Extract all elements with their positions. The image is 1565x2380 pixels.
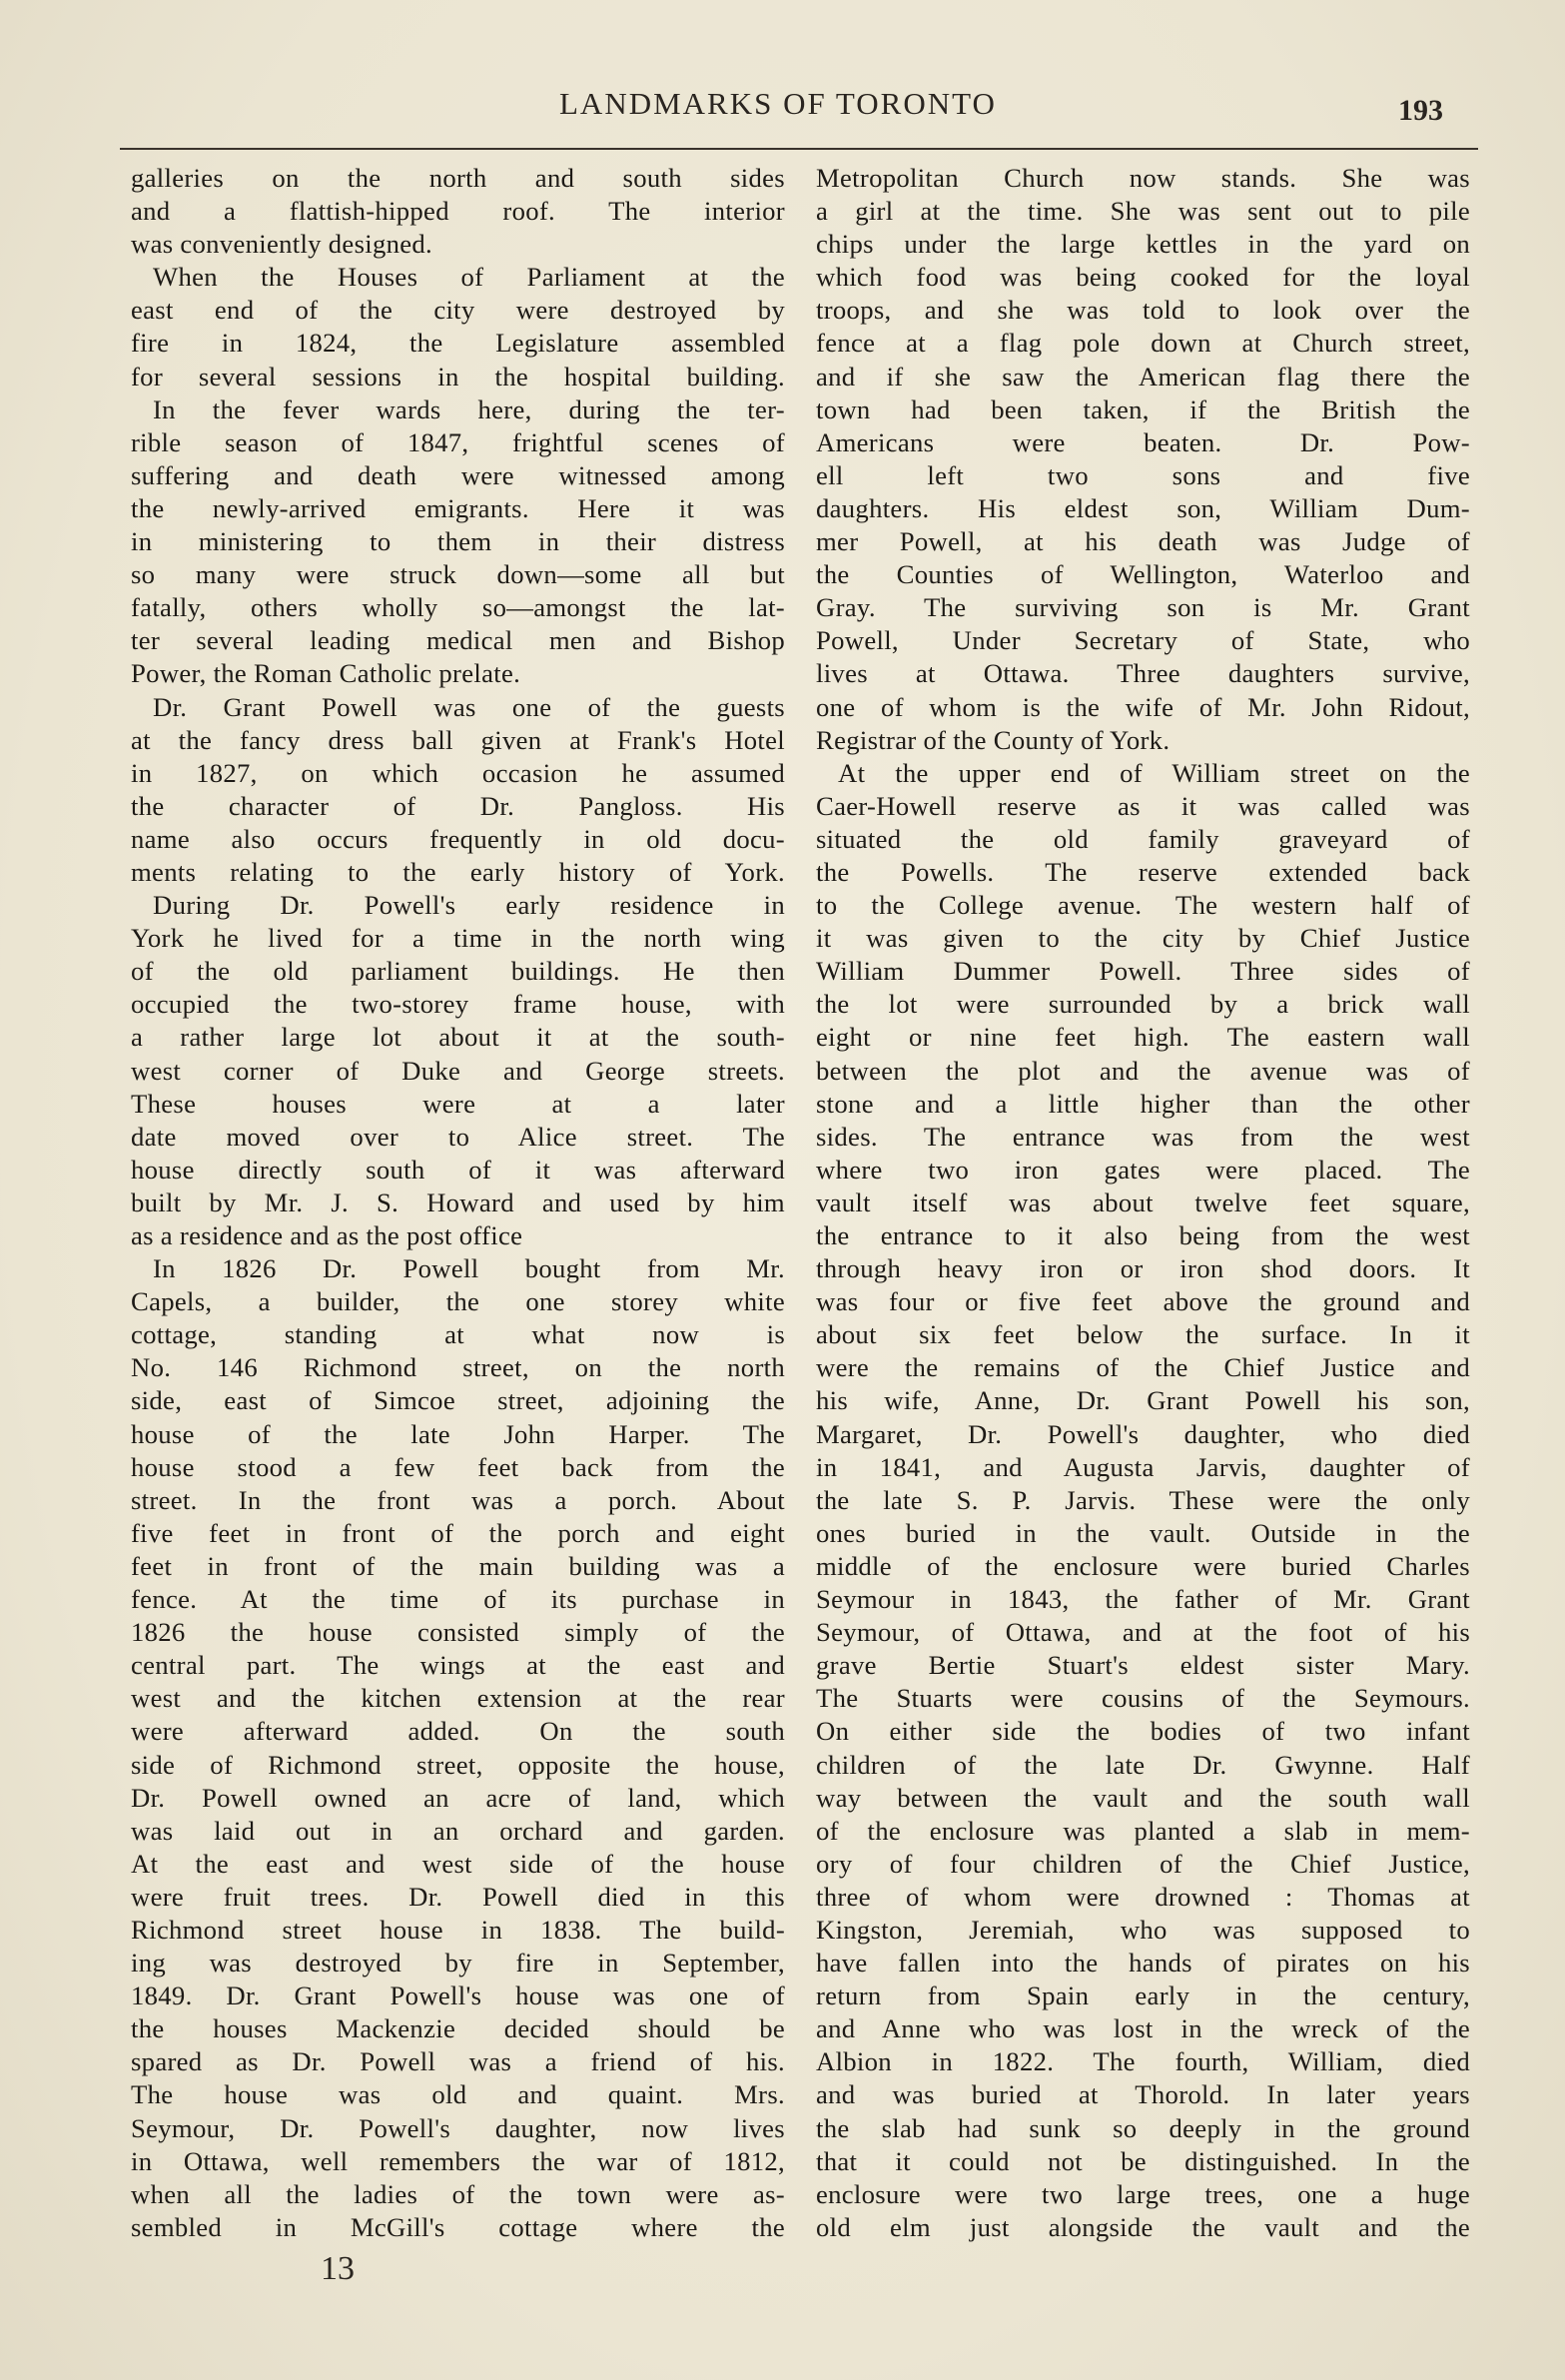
text-line: where two iron gates were placed. The — [816, 1154, 1470, 1185]
text-line: The Stuarts were cousins of the Seymours. — [816, 1683, 1470, 1714]
text-line: ell left two sons and five — [816, 459, 1470, 490]
text-line: stone and a little higher than the other — [816, 1088, 1470, 1119]
text-line: children of the late Dr. Gwynne. Half — [816, 1749, 1470, 1780]
text-line: Power, the Roman Catholic prelate. — [131, 658, 521, 689]
text-line: Registrar of the County of York. — [816, 724, 1171, 755]
text-line: house stood a few feet back from the — [131, 1451, 785, 1482]
text-line: In 1826 Dr. Powell bought from Mr. — [153, 1253, 785, 1284]
running-head — [0, 0, 1565, 160]
text-line: On either side the bodies of two infant — [816, 1716, 1470, 1747]
text-line: fatally, others wholly so—amongst the lat- — [131, 592, 785, 623]
text-line: in ministering to them in their distress — [131, 526, 785, 557]
text-line: side of Richmond street, opposite the house, — [131, 1749, 785, 1780]
text-line: occupied the two-storey frame house, with — [131, 989, 785, 1020]
text-line: street. In the front was a porch. About — [131, 1484, 785, 1515]
text-line: eight or nine feet high. The eastern wall — [816, 1022, 1470, 1053]
text-line: and if she saw the American flag there the — [816, 361, 1470, 392]
text-line: east end of the city were destroyed by — [131, 295, 785, 326]
text-line: York he lived for a time in the north wing — [131, 923, 785, 954]
text-line: In the fever wards here, during the ter- — [153, 394, 785, 424]
text-line: between the plot and the avenue was of — [816, 1055, 1470, 1086]
text-line: central part. The wings at the east and — [131, 1650, 785, 1681]
text-line: the Counties of Wellington, Waterloo and — [816, 559, 1470, 590]
text-line: daughters. His eldest son, William Dum- — [816, 492, 1470, 523]
text-line: in 1841, and Augusta Jarvis, daughter of — [816, 1451, 1470, 1482]
text-line: return from Spain early in the century, — [816, 1981, 1470, 2011]
text-line: cottage, standing at what now is — [131, 1319, 785, 1350]
text-line: the houses Mackenzie decided should be — [131, 2013, 785, 2044]
text-line: the entrance to it also being from the west — [816, 1220, 1470, 1250]
text-line: At the east and west side of the house — [131, 1848, 785, 1879]
text-line: date moved over to Alice street. The — [131, 1121, 785, 1152]
text-line: his wife, Anne, Dr. Grant Powell his son, — [816, 1385, 1470, 1416]
text-line: chips under the large kettles in the yard on — [816, 229, 1470, 260]
text-line: way between the vault and the south wall — [816, 1782, 1470, 1813]
text-line: of the enclosure was planted a slab in mem- — [816, 1815, 1470, 1846]
text-line: of the old parliament buildings. He then — [131, 956, 785, 987]
text-line: mer Powell, at his death was Judge of — [816, 526, 1470, 557]
text-line: grave Bertie Stuart's eldest sister Mary. — [816, 1650, 1470, 1681]
text-line: the character of Dr. Pangloss. His — [131, 790, 785, 821]
text-line: fence at a flag pole down at Church street, — [816, 328, 1470, 359]
text-line: Americans were beaten. Dr. Pow- — [816, 426, 1470, 457]
text-line: Metropolitan Church now stands. She was — [816, 163, 1470, 193]
text-line: to the College avenue. The western half of — [816, 890, 1470, 921]
text-line: galleries on the north and south sides — [131, 163, 785, 193]
text-line: middle of the enclosure were buried Charles — [816, 1550, 1470, 1581]
text-line: ing was destroyed by fire in September, — [131, 1948, 785, 1979]
text-line: enclosure were two large trees, one a huge — [816, 2178, 1470, 2209]
text-line: for several sessions in the hospital building. — [131, 361, 785, 392]
left-column — [131, 162, 785, 2242]
text-line: a girl at the time. She was sent out to pile — [816, 196, 1470, 227]
text-line: in Ottawa, well remembers the war of 1812, — [131, 2145, 785, 2176]
text-line: town had been taken, if the British the — [816, 394, 1470, 424]
signature-folio: 13 — [321, 2250, 355, 2287]
text-line: west corner of Duke and George streets. — [131, 1055, 785, 1086]
text-line: ments relating to the early history of York. — [131, 856, 785, 887]
text-line: one of whom is the wife of Mr. John Ridout, — [816, 691, 1470, 722]
text-line: five feet in front of the porch and eight — [131, 1517, 785, 1548]
text-line: the newly-arrived emigrants. Here it was — [131, 492, 785, 523]
text-line: were the remains of the Chief Justice and — [816, 1352, 1470, 1383]
text-line: spared as Dr. Powell was a friend of his. — [131, 2046, 785, 2077]
text-line: 1849. Dr. Grant Powell's house was one of — [131, 1981, 785, 2011]
text-line: in 1827, on which occasion he assumed — [131, 757, 785, 788]
text-line: Seymour, of Ottawa, and at the foot of his — [816, 1617, 1470, 1648]
text-line: and Anne who was lost in the wreck of the — [816, 2013, 1470, 2044]
text-line: feet in front of the main building was a — [131, 1550, 785, 1581]
text-line: built by Mr. J. S. Howard and used by him — [131, 1187, 785, 1217]
text-line: Kingston, Jeremiah, who was supposed to — [816, 1914, 1470, 1945]
text-line: ory of four children of the Chief Justice, — [816, 1848, 1470, 1879]
text-line: were afterward added. On the south — [131, 1716, 785, 1747]
text-line: sembled in McGill's cottage where the — [131, 2211, 785, 2242]
text-line: Seymour, Dr. Powell's daughter, now lives — [131, 2112, 785, 2143]
text-line: troops, and she was told to look over the — [816, 295, 1470, 326]
text-line: Powell, Under Secretary of State, who — [816, 625, 1470, 656]
text-line: side, east of Simcoe street, adjoining the — [131, 1385, 785, 1416]
text-line: was laid out in an orchard and garden. — [131, 1815, 785, 1846]
text-line: which food was being cooked for the loyal — [816, 262, 1470, 293]
text-line: the lot were surrounded by a brick wall — [816, 989, 1470, 1020]
text-line: When the Houses of Parliament at the — [153, 262, 785, 293]
text-line: Gray. The surviving son is Mr. Grant — [816, 592, 1470, 623]
text-line: old elm just alongside the vault and the — [816, 2211, 1470, 2242]
text-line: three of whom were drowned : Thomas at — [816, 1881, 1470, 1912]
text-line: ter several leading medical men and Bishop — [131, 625, 785, 656]
text-line: name also occurs frequently in old docu- — [131, 823, 785, 854]
text-line: situated the old family graveyard of — [816, 823, 1470, 854]
text-line: Dr. Powell owned an acre of land, which — [131, 1782, 785, 1813]
text-line: Richmond street house in 1838. The build- — [131, 1914, 785, 1945]
text-line: 1826 the house consisted simply of the — [131, 1617, 785, 1648]
text-line: sides. The entrance was from the west — [816, 1121, 1470, 1152]
text-line: so many were struck down—some all but — [131, 559, 785, 590]
text-line: a rather large lot about it at the south- — [131, 1022, 785, 1053]
text-line: and was buried at Thorold. In later years — [816, 2079, 1470, 2110]
text-line: At the upper end of William street on the — [838, 757, 1470, 788]
text-line: Albion in 1822. The fourth, William, died — [816, 2046, 1470, 2077]
text-line: suffering and death were witnessed among — [131, 459, 785, 490]
header-rule — [120, 148, 1478, 150]
text-line: Caer-Howell reserve as it was called was — [816, 790, 1470, 821]
text-line: Capels, a builder, the one storey white — [131, 1286, 785, 1317]
text-line: when all the ladies of the town were as- — [131, 2178, 785, 2209]
text-line: were fruit trees. Dr. Powell died in this — [131, 1881, 785, 1912]
text-line: that it could not be distinguished. In the — [816, 2145, 1470, 2176]
text-line: These houses were at a later — [131, 1088, 785, 1119]
running-title: LANDMARKS OF TORONTO — [559, 86, 997, 121]
text-line: No. 146 Richmond street, on the north — [131, 1352, 785, 1383]
text-line: rible season of 1847, frightful scenes of — [131, 426, 785, 457]
text-line: Seymour in 1843, the father of Mr. Grant — [816, 1584, 1470, 1615]
text-line: house directly south of it was afterward — [131, 1154, 785, 1185]
text-line: the late S. P. Jarvis. These were the only — [816, 1484, 1470, 1515]
text-line: house of the late John Harper. The — [131, 1418, 785, 1449]
text-line: the slab had sunk so deeply in the ground — [816, 2112, 1470, 2143]
text-line: and a flattish-hipped roof. The interior — [131, 196, 785, 227]
text-line: as a residence and as the post office — [131, 1220, 523, 1250]
text-line: vault itself was about twelve feet square, — [816, 1187, 1470, 1217]
text-line: the Powells. The reserve extended back — [816, 856, 1470, 887]
text-line: fire in 1824, the Legislature assembled — [131, 328, 785, 359]
text-line: was four or five feet above the ground and — [816, 1286, 1470, 1317]
text-line: at the fancy dress ball given at Frank's Hotel — [131, 724, 785, 755]
text-line: William Dummer Powell. Three sides of — [816, 956, 1470, 987]
text-line: fence. At the time of its purchase in — [131, 1584, 785, 1615]
text-line: it was given to the city by Chief Justice — [816, 923, 1470, 954]
text-line: The house was old and quaint. Mrs. — [131, 2079, 785, 2110]
text-line: through heavy iron or iron shod doors. It — [816, 1253, 1470, 1284]
text-line: west and the kitchen extension at the rear — [131, 1683, 785, 1714]
text-line: During Dr. Powell's early residence in — [153, 890, 785, 921]
text-line: ones buried in the vault. Outside in the — [816, 1517, 1470, 1548]
text-line: have fallen into the hands of pirates on his — [816, 1948, 1470, 1979]
right-column — [816, 162, 1470, 2242]
page-number: 193 — [1398, 94, 1443, 127]
text-line: lives at Ottawa. Three daughters survive, — [816, 658, 1470, 689]
text-line: about six feet below the surface. In it — [816, 1319, 1470, 1350]
text-line: Dr. Grant Powell was one of the guests — [153, 691, 785, 722]
text-line: was conveniently designed. — [131, 229, 433, 260]
text-line: Margaret, Dr. Powell's daughter, who died — [816, 1418, 1470, 1449]
